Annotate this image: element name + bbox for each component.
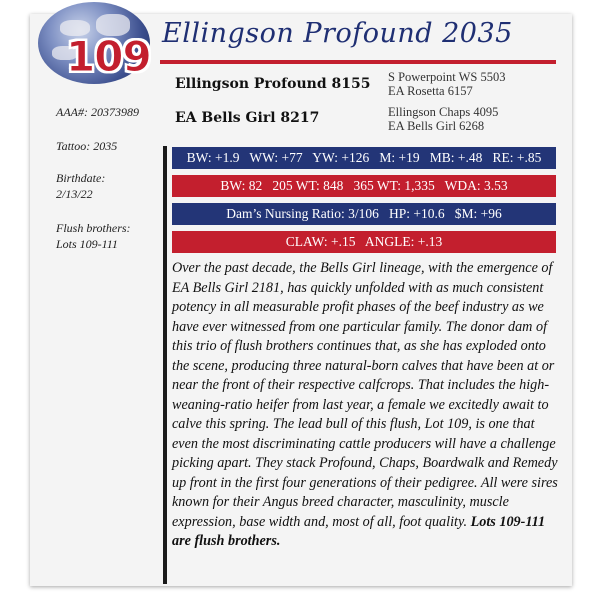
birthdate-value: 2/13/22	[56, 187, 93, 201]
weights-values: BW: 82 205 WT: 848 365 WT: 1,335 WDA: 3.53	[220, 178, 508, 193]
description-text: Over the past decade, the Bells Girl lineage, with the emergence of EA Bells Girl 2181, has quickly unfolded with as much consistent potency in all measurable profit phases of the beef industry as we have ever witnessed from one particular family. The donor dam of this trio of flush brothers continues that, as she has exploded onto the scene, producing three natural-born calves that have been at or near the front of their respective calfcrops. That includes the high-weaning-ratio heifer from last year, a female we excitedly await to calve this spring. The lead bull of this flush, Lot 109, is one that even the most discriminating cattle producers will have a challenge picking apart. They stack Profound, Chaps, Boardwalk and Remedy up front in the first four generations of their pedigree. All were sires known for their Angus breed character, masculinity, muscle expression, base width and, most of all, foot quality.	[172, 260, 558, 530]
tattoo: Tattoo: 2035	[56, 139, 118, 153]
description-closing: Lots 109-111 are flush brothers.	[172, 513, 546, 549]
birthdate-label: Birthdate:	[56, 171, 106, 185]
aaa-number: AAA#: 20373989	[56, 105, 139, 119]
sire-dam: EA Rosetta 6157	[388, 84, 473, 98]
epd-values: BW: +1.9 WW: +77 YW: +126 M: +19 MB: +.48 RE: +.85	[186, 150, 542, 165]
flush-brothers-value: Lots 109-111	[56, 237, 118, 251]
nursing-bar	[172, 203, 556, 225]
vertical-divider	[163, 146, 167, 584]
lot-description	[172, 259, 564, 552]
lot-title: Ellingson Profound 2035	[162, 18, 513, 49]
claw-values: CLAW: +.15 ANGLE: +.13	[285, 234, 443, 249]
claw-bar	[172, 231, 556, 253]
dam-dam: EA Bells Girl 6268	[388, 119, 485, 133]
nursing-values: Dam’s Nursing Ratio: 3/106 HP: +10.6 $M: +96	[226, 206, 502, 221]
title-rule	[160, 60, 556, 64]
flush-brothers-label: Flush brothers:	[56, 221, 131, 235]
sire-name: Ellingson Profound 8155	[175, 76, 371, 92]
sire-sire: S Powerpoint WS 5503	[388, 70, 506, 84]
lot-number: 109	[66, 32, 151, 81]
weights-bar	[172, 175, 556, 197]
dam-name: EA Bells Girl 8217	[175, 110, 320, 126]
epd-bar	[172, 147, 556, 169]
dam-sire: Ellingson Chaps 4095	[388, 105, 499, 119]
